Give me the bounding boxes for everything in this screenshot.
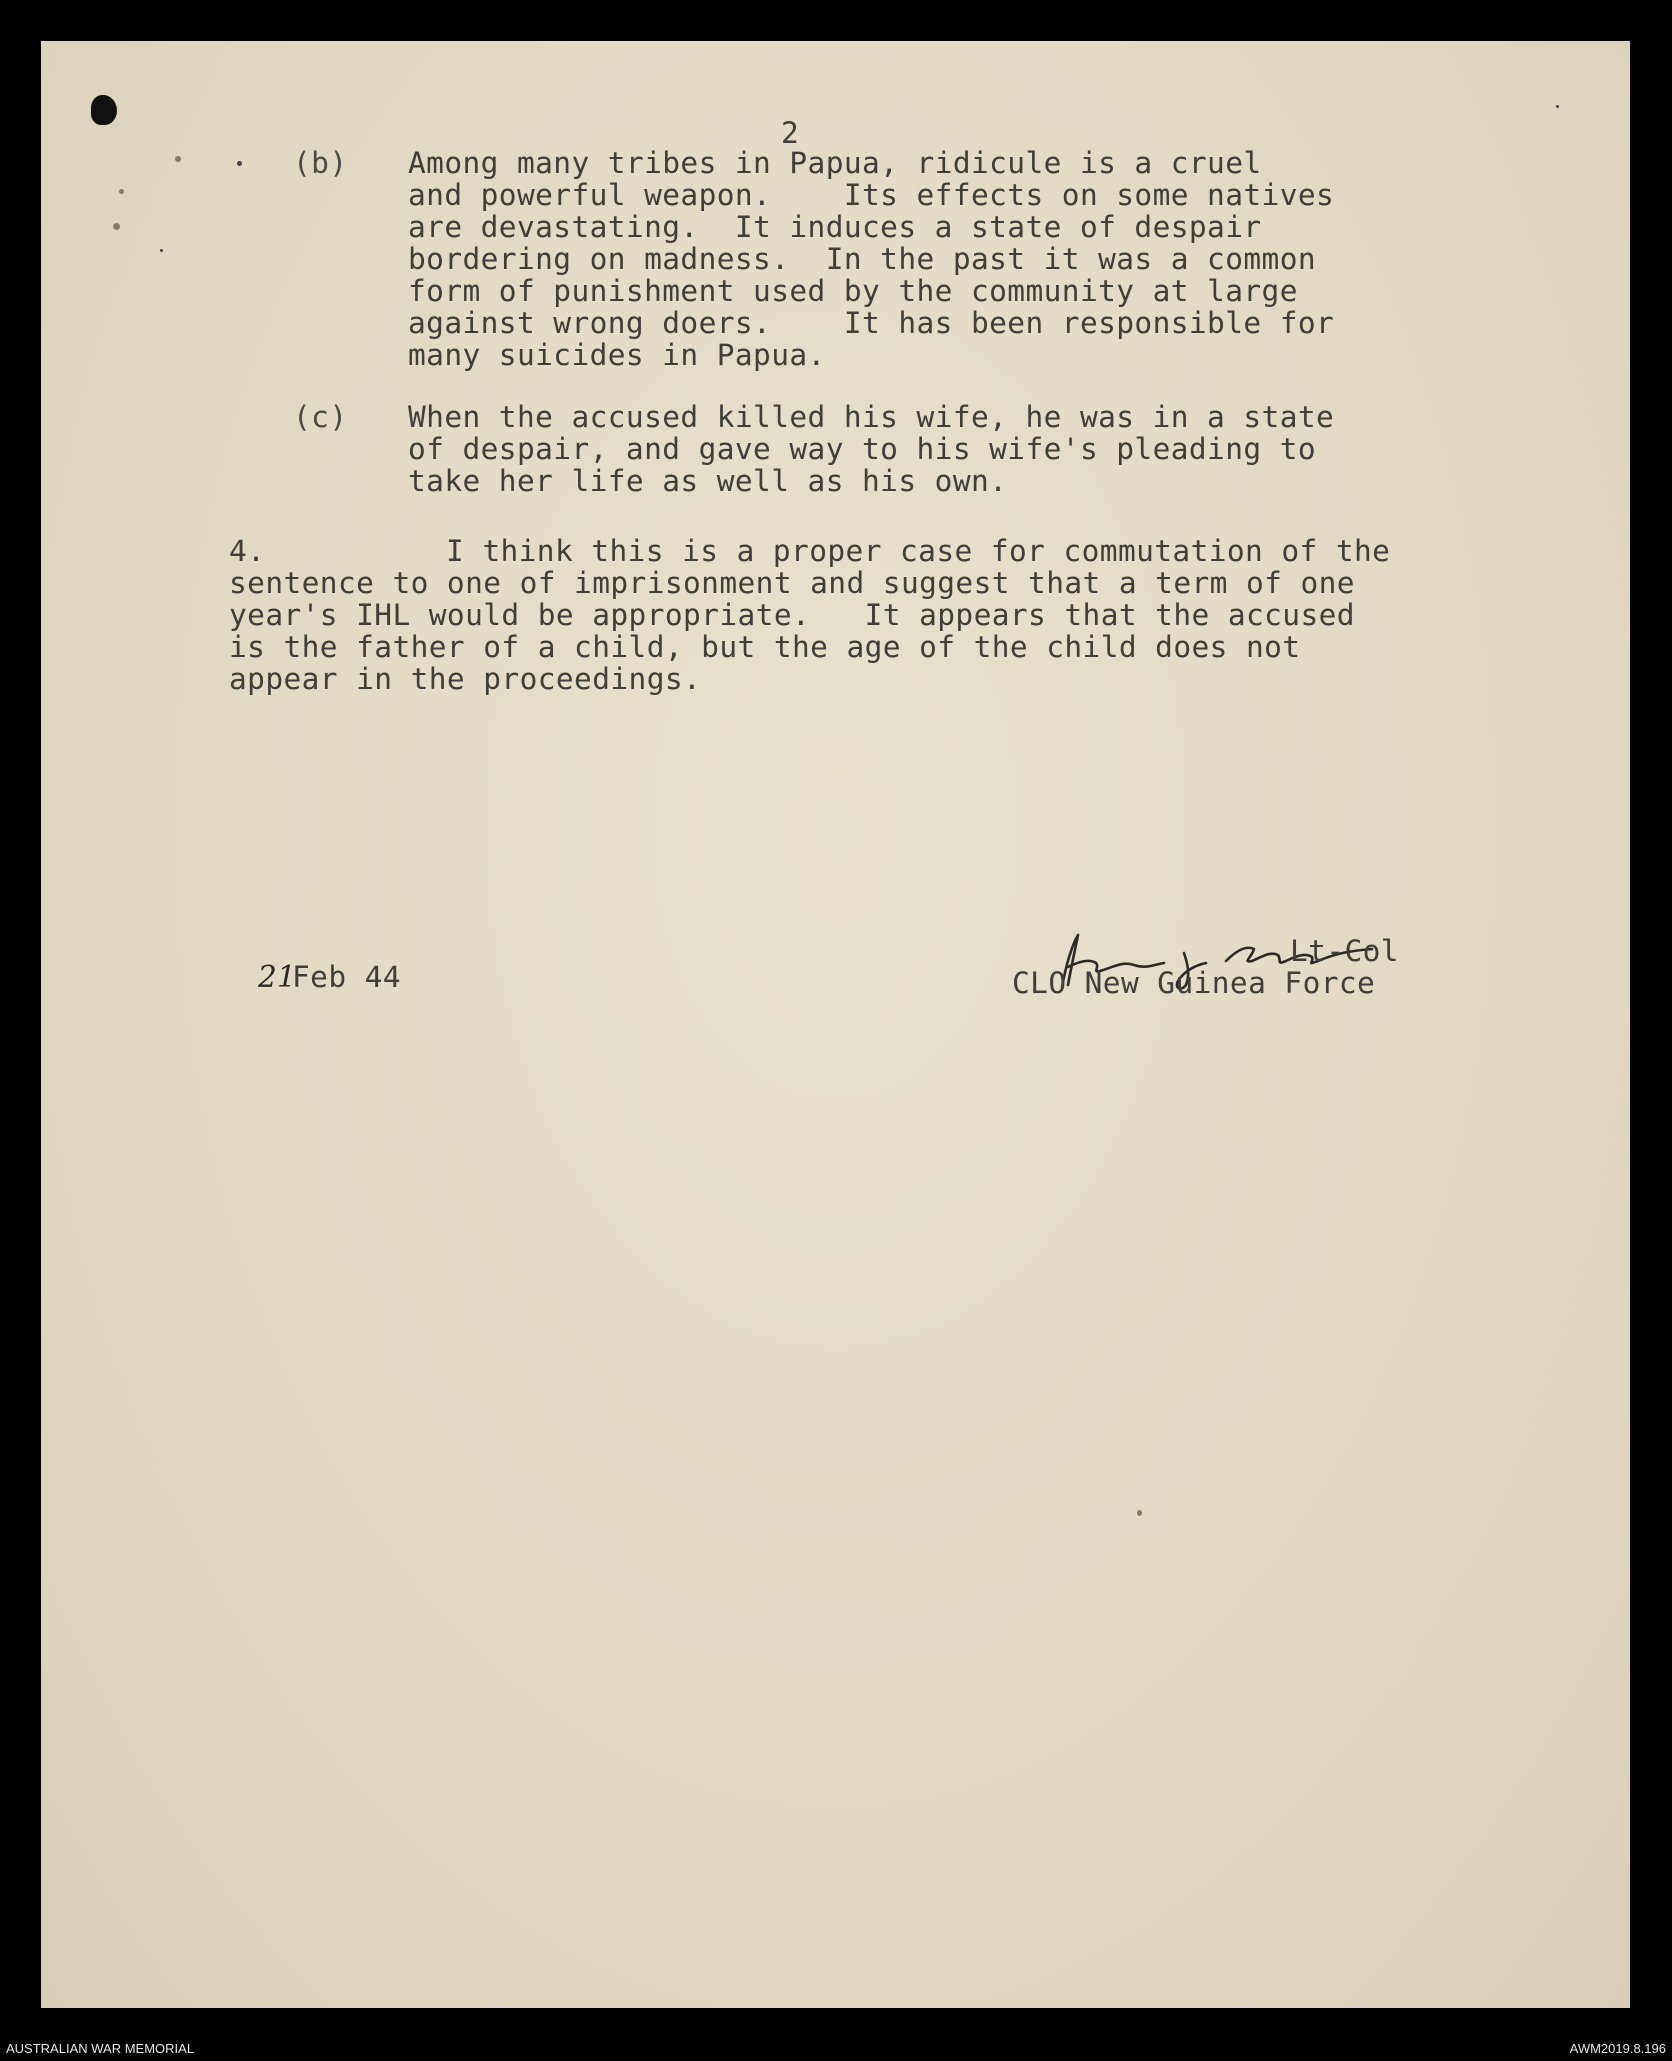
paper-speck: [119, 189, 124, 194]
item-b-line: are devastating. It induces a state of despair: [408, 210, 1262, 244]
margin-dot: [160, 249, 163, 252]
item-b-line: many suicides in Papua.: [408, 338, 826, 372]
margin-dot: [1556, 105, 1559, 108]
signature-rank: Lt-Col: [1290, 934, 1399, 968]
item-c-label: (c): [293, 400, 348, 434]
item-b-line: Among many tribes in Papua, ridicule is a cruel: [408, 146, 1262, 180]
paragraph-4-line: I think this is a proper case for commutation of the: [446, 534, 1391, 568]
date-month-year: Feb 44: [292, 960, 401, 994]
item-b-line: against wrong doers. It has been responsible for: [408, 306, 1335, 340]
document-page: [41, 41, 1630, 2008]
item-c-line: When the accused killed his wife, he was in a state: [408, 400, 1335, 434]
item-b-line: bordering on madness. In the past it was a common: [408, 242, 1317, 276]
page-number: 2: [781, 116, 800, 150]
item-b-label: (b): [293, 146, 348, 180]
signature-position: CLO New Guinea Force: [1012, 966, 1376, 1000]
footer-institution: AUSTRALIAN WAR MEMORIAL: [6, 2041, 195, 2056]
item-c-line: of despair, and gave way to his wife's pleading to: [408, 432, 1317, 466]
paper-speck: [113, 223, 120, 230]
paper-speck: [175, 156, 181, 162]
item-c-line: take her life as well as his own.: [408, 464, 1008, 498]
archive-footer: [0, 2035, 1672, 2061]
paragraph-4-line: appear in the proceedings.: [229, 662, 702, 696]
paper-speck: [1137, 1510, 1142, 1516]
paragraph-4-line: sentence to one of imprisonment and suggest that a term of one: [229, 566, 1355, 600]
date-day-handwritten: 21: [258, 960, 297, 994]
margin-dot: [237, 161, 242, 166]
footer-reference: AWM2019.8.196: [1569, 2041, 1666, 2056]
item-b-line: form of punishment used by the community at large: [408, 274, 1298, 308]
punch-hole: [91, 95, 117, 125]
item-b-line: and powerful weapon. Its effects on some natives: [408, 178, 1335, 212]
paragraph-4-line: is the father of a child, but the age of the child does not: [229, 630, 1301, 664]
paragraph-4-number: 4.: [229, 534, 266, 568]
paragraph-4-line: year's IHL would be appropriate. It appears that the accused: [229, 598, 1355, 632]
